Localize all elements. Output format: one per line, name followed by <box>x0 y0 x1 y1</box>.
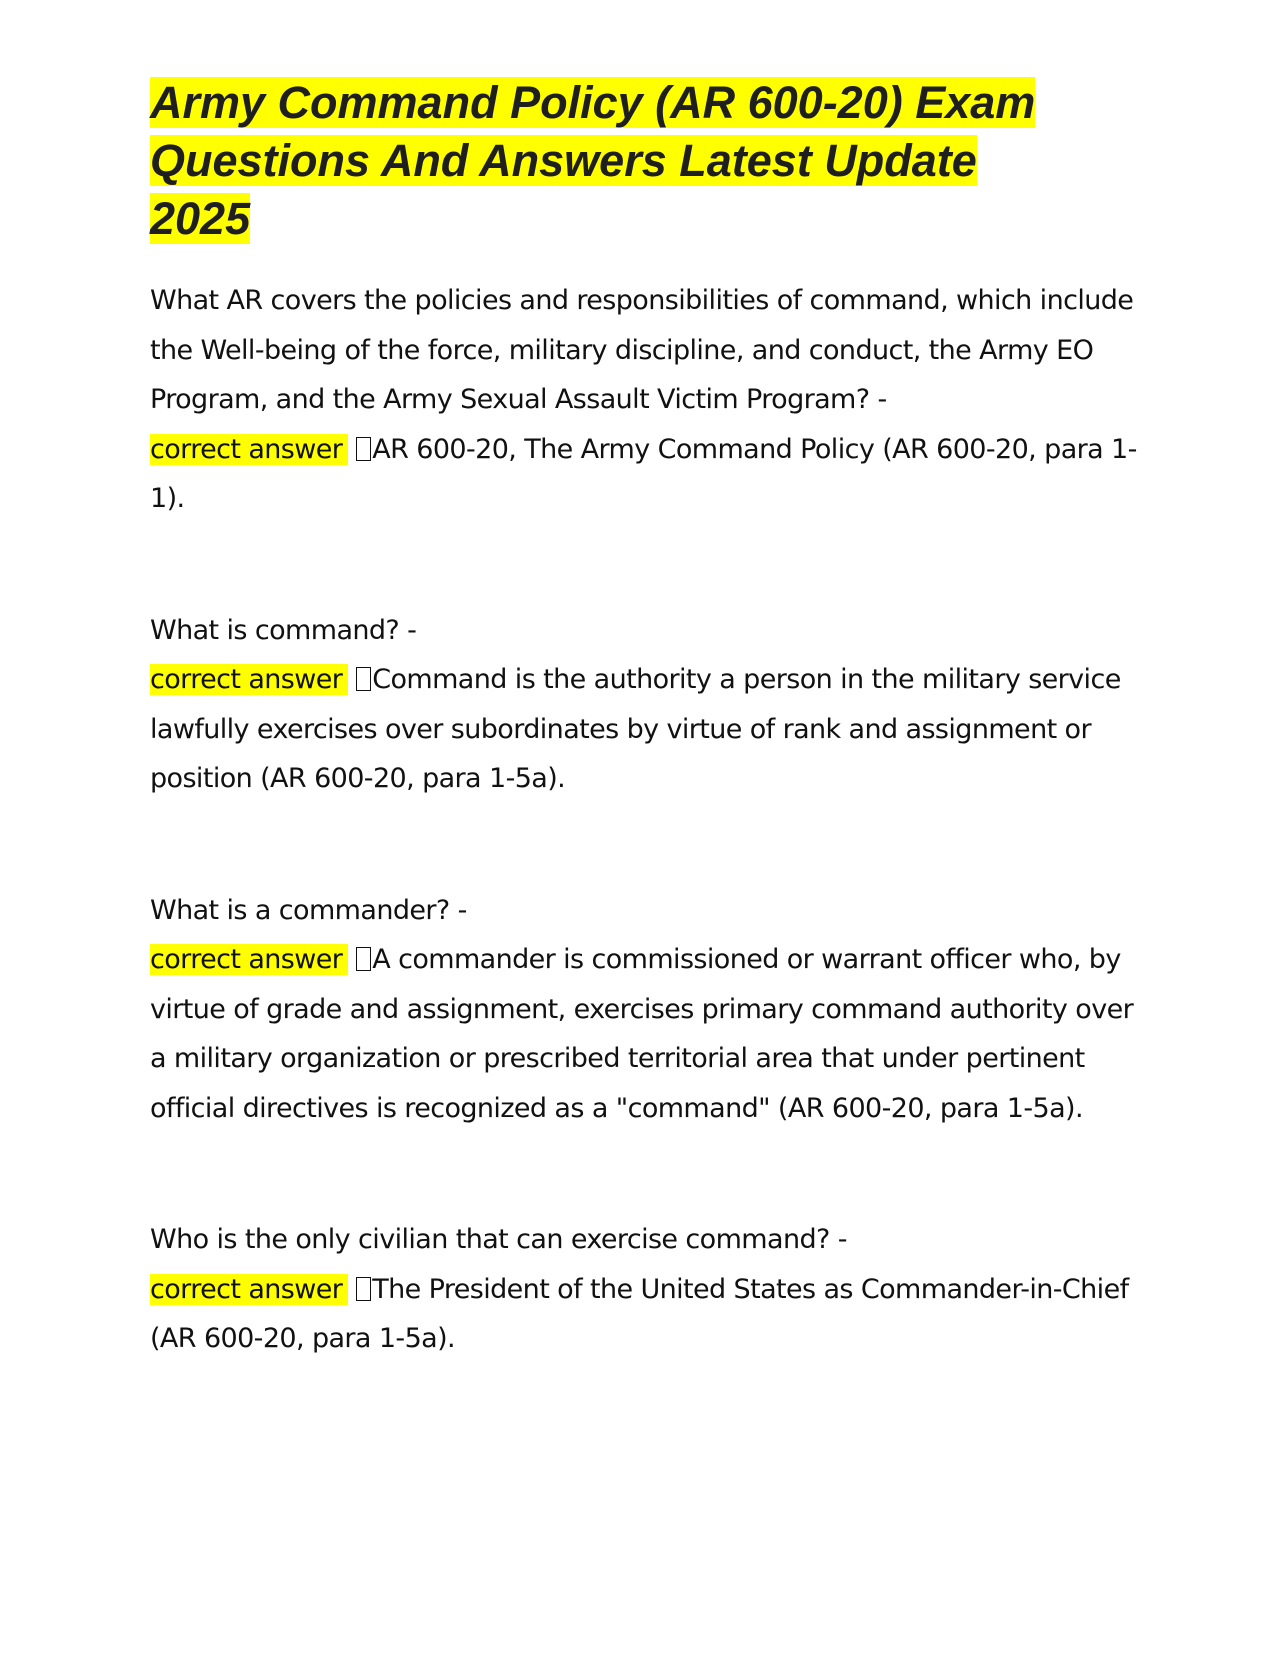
answer-text: AR 600-20, The Army Command Policy (AR 600-20, para 1-1). <box>150 433 1137 514</box>
missing-glyph-icon <box>356 947 371 971</box>
answer-text: The President of the United States as Commander-in-Chief (AR 600-20, para 1-5a). <box>150 1273 1129 1354</box>
document-content <box>150 74 1140 1364</box>
question-text: What is a commander? - <box>150 894 467 926</box>
answer-paragraph <box>150 425 1140 524</box>
question-text: What is command? - <box>150 614 417 646</box>
missing-glyph-icon <box>356 667 371 691</box>
answer-paragraph <box>150 935 1140 1133</box>
answer-label: correct answer <box>150 1274 348 1305</box>
qa-item <box>150 606 1140 804</box>
qa-list <box>150 276 1140 1364</box>
answer-label: correct answer <box>150 664 348 695</box>
title-text: Army Command Policy (AR 600-20) Exam Questions And Answers Latest Update 2025 <box>150 77 1036 244</box>
answer-paragraph <box>150 1265 1140 1364</box>
qa-item <box>150 1215 1140 1364</box>
question-text: Who is the only civilian that can exercise command? - <box>150 1224 847 1255</box>
answer-text: Command is the authority a person in the military service lawfully exercises over subordinates by virtue of rank and assignment or position (AR 600-20, para 1-5a). <box>150 664 1121 794</box>
answer-text: A commander is commissioned or warrant officer who, by virtue of grade and assignment, exercises primary command authority over a military organization or prescribed territorial area that under pertinent official directives is recognized as a "command" (AR 600-20, para 1-5a). <box>150 944 1134 1124</box>
document-title <box>150 74 1050 248</box>
missing-glyph-icon <box>356 437 371 461</box>
answer-label: correct answer <box>150 434 348 465</box>
answer-paragraph <box>150 655 1140 804</box>
qa-item <box>150 276 1140 524</box>
question-text: What AR covers the policies and responsibilities of command, which include the Well-being of the force, military discipline, and conduct, the Army EO Program, and the Army Sexual Assault Victim Program? - <box>150 285 1134 415</box>
missing-glyph-icon <box>356 1277 371 1301</box>
qa-item <box>150 886 1140 1134</box>
answer-label: correct answer <box>150 944 348 975</box>
